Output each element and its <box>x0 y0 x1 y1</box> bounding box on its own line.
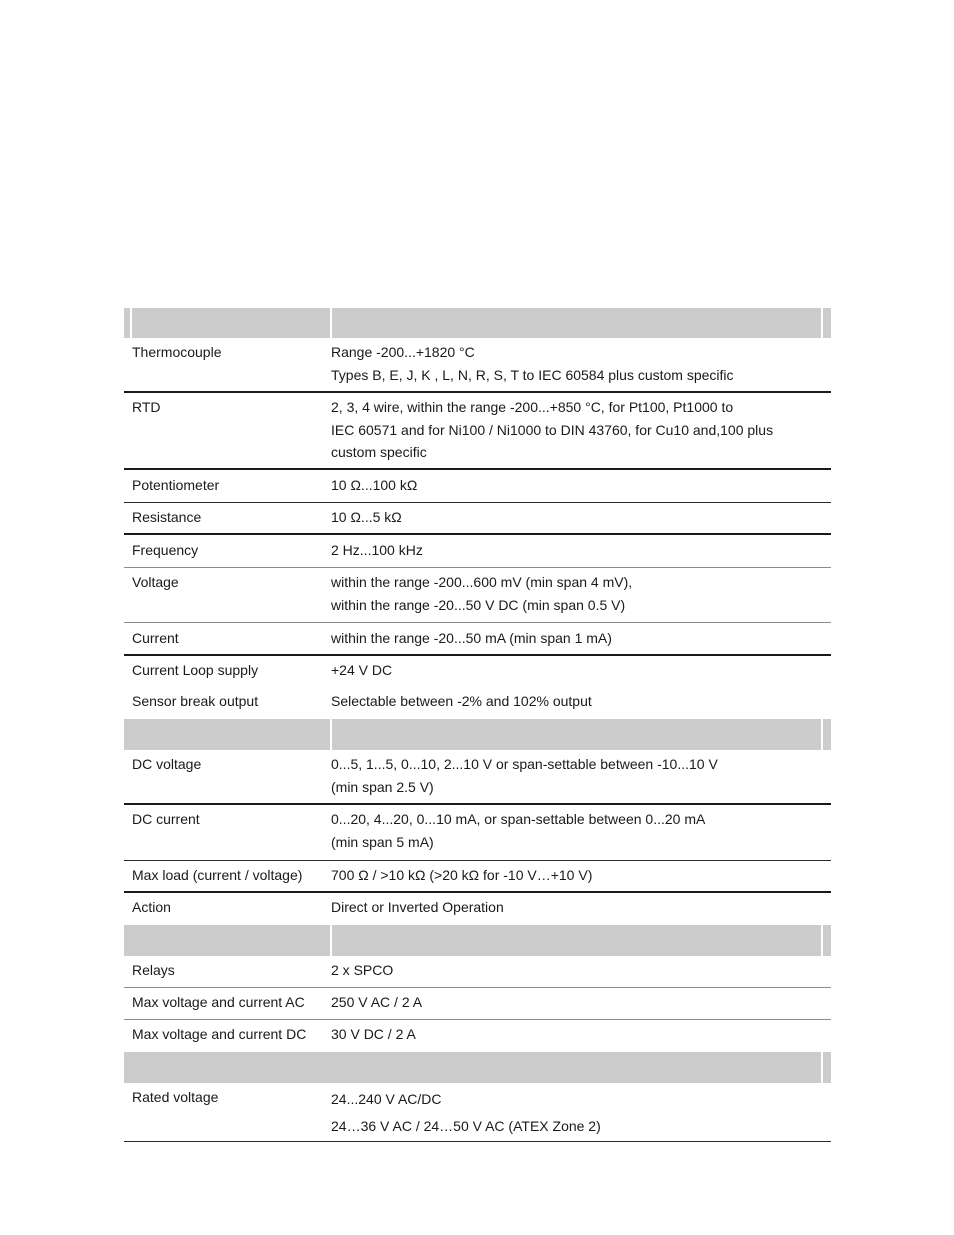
row-value: Direct or Inverted Operation <box>331 899 504 915</box>
table-row <box>124 1083 831 1142</box>
row-label: Frequency <box>132 542 199 558</box>
table-row <box>124 338 831 393</box>
table-row <box>124 623 831 656</box>
row-value: 0...20, 4...20, 0...10 mA, or span-settable between 0...20 mA (min span 5 mA) <box>331 811 706 850</box>
row-value: within the range -200...600 mV (min span 4 mV), within the range -20...50 V DC (min span 0.5 V) <box>331 574 633 613</box>
row-label: Relays <box>132 962 175 978</box>
table-row <box>124 1020 831 1052</box>
row-label: Sensor break output <box>132 693 259 709</box>
row-value: +24 V DC <box>331 662 393 678</box>
row-label: Potentiometer <box>132 477 220 493</box>
row-value: 30 V DC / 2 A <box>331 1026 416 1042</box>
table-row <box>124 568 831 623</box>
table-row <box>124 535 831 568</box>
row-value: 10 Ω...100 kΩ <box>331 477 418 493</box>
table-row <box>124 861 831 893</box>
row-label: Max voltage and current AC <box>132 994 305 1010</box>
row-value: within the range -20...50 mA (min span 1 mA) <box>331 630 612 646</box>
row-label: Resistance <box>132 509 202 525</box>
table-row <box>124 687 831 719</box>
section-header-outputs <box>124 719 831 750</box>
table-row <box>124 393 831 470</box>
table-row <box>124 503 831 535</box>
row-value: 24...240 V AC/DC 24…36 V AC / 24…50 V AC (ATEX Zone 2) <box>331 1091 601 1134</box>
row-label: Action <box>132 899 171 915</box>
row-label: Voltage <box>132 574 179 590</box>
row-value: 700 Ω / >10 kΩ (>20 kΩ for -10 V…+10 V) <box>331 867 593 883</box>
row-label: DC current <box>132 811 200 827</box>
table-row <box>124 750 831 805</box>
row-label: Max load (current / voltage) <box>132 867 303 883</box>
row-label: Current <box>132 630 179 646</box>
row-label: Max voltage and current DC <box>132 1026 307 1042</box>
table-row <box>124 470 831 503</box>
section-header-inputs <box>124 308 831 338</box>
row-label: Rated voltage <box>132 1089 219 1105</box>
row-label: Current Loop supply <box>132 662 259 678</box>
row-label: RTD <box>132 399 161 415</box>
row-value: Selectable between -2% and 102% output <box>331 693 592 709</box>
section-header-relays <box>124 925 831 956</box>
table-row <box>124 893 831 925</box>
table-row <box>124 656 831 687</box>
row-value: 250 V AC / 2 A <box>331 994 423 1010</box>
row-value: 10 Ω...5 kΩ <box>331 509 402 525</box>
table-row <box>124 805 831 861</box>
spec-table <box>124 308 831 1142</box>
row-value: 2 Hz...100 kHz <box>331 542 423 558</box>
row-value: 0...5, 1...5, 0...10, 2...10 V or span-settable between -10...10 V (min span 2.5 V) <box>331 756 718 795</box>
table-row <box>124 988 831 1020</box>
row-value: Range -200...+1820 °C Types B, E, J, K , L, N, R, S, T to IEC 60584 plus custom specific <box>331 344 734 383</box>
table-row <box>124 956 831 988</box>
row-label: DC voltage <box>132 756 202 772</box>
row-value: 2, 3, 4 wire, within the range -200...+850 °C, for Pt100, Pt1000 to IEC 60571 and for Ni100 / Ni1000 to DIN 43760, for Cu10 and,100 plus custom specific <box>331 399 774 461</box>
row-value: 2 x SPCO <box>331 962 394 978</box>
row-label: Thermocouple <box>132 344 222 360</box>
section-header-power <box>124 1052 831 1083</box>
